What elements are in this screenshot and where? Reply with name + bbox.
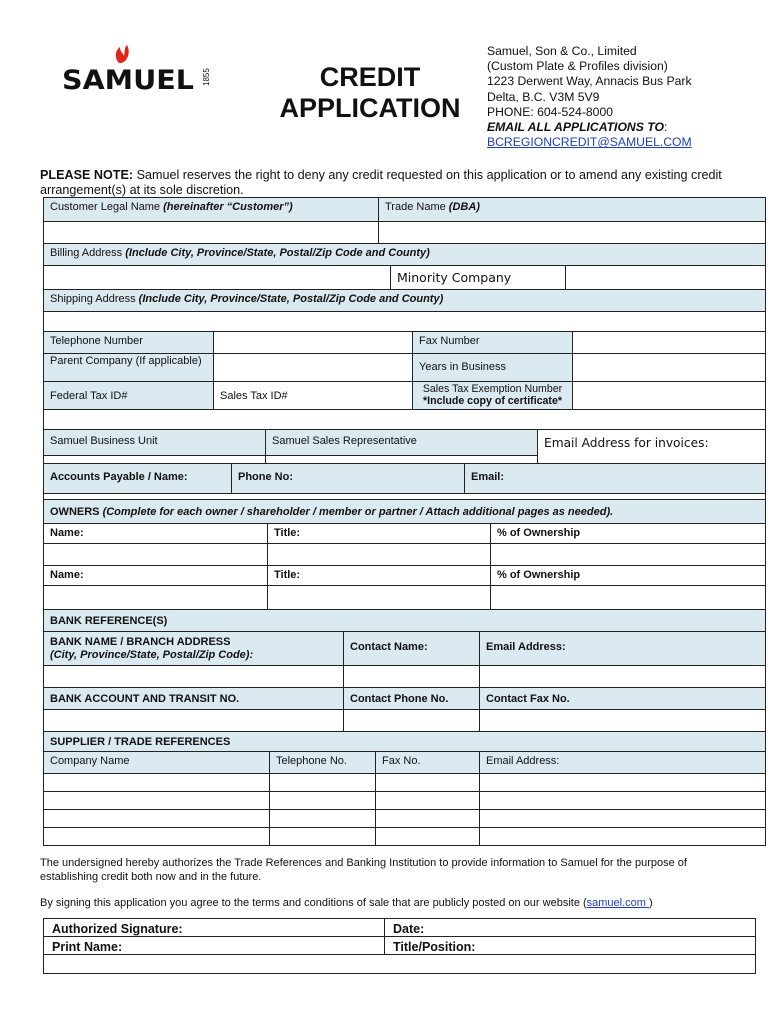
federal-tax-id-label: Federal Tax ID# [43,381,213,409]
customer-legal-name-field[interactable] [43,221,378,243]
email-label: EMAIL ALL APPLICATIONS TO [487,120,664,135]
authorization-text: The undersigned hereby authorizes the Trade References and Banking Institution to provide information to Samuel for the purpose of establishing credit both now and in the future. [40,857,687,883]
email-link[interactable]: BCREGIONCREDIT@SAMUEL.COM [487,135,692,150]
owners-label: OWNERS [50,506,103,518]
owner-name-label: Name: [43,565,267,585]
terms-close: ) [649,897,653,909]
page-title [270,62,470,124]
samuel-logo [62,44,212,96]
parent-company-label: Parent Company (If applicable) [43,353,213,381]
telephone-number-label: Telephone Number [43,331,213,353]
company-line: PHONE: 604-524-8000 [487,104,614,119]
email-colon: : [663,120,668,135]
supplier-fax-field[interactable] [375,773,479,791]
years-in-business-field[interactable] [572,353,766,381]
minority-company-field[interactable] [565,265,766,289]
note-text: Samuel reserves the right to deny any credit requested on this application or to amend any existing credit arrangement(s) at its sole discretion. [40,168,722,197]
email-invoices-label: Email Address for invoices: [537,429,766,481]
supplier-references-heading: SUPPLIER / TRADE REFERENCES [43,731,766,751]
parent-company-field[interactable] [213,353,412,381]
title-line-2: APPLICATION [279,93,461,123]
bank-account-label: BANK ACCOUNT AND TRANSIT NO. [43,687,343,709]
logo-word: SAMUEL [62,65,194,96]
business-unit-label: Samuel Business Unit [43,429,265,455]
owner-pct-label: % of Ownership [490,565,766,585]
supplier-company-field[interactable] [43,773,269,791]
bank-email-label: Email Address: [479,631,766,665]
owner-pct-field[interactable] [490,543,766,565]
fax-number-field[interactable] [572,331,766,353]
shipping-address-label [43,289,766,311]
shipping-address-field[interactable] [43,311,766,331]
print-name-field[interactable]: Print Name: [43,936,385,955]
years-in-business-label: Years in Business [412,353,572,381]
sales-tax-exemption-field[interactable] [572,381,766,409]
company-name-label: Company Name [43,751,269,773]
contact-fax-label: Contact Fax No. [479,687,766,709]
owner-title-label: Title: [267,523,490,543]
minority-company-label: Minority Company [390,265,565,289]
supplier-telephone-field[interactable] [269,791,375,809]
supplier-email-field[interactable] [479,791,766,809]
bank-references-heading: BANK REFERENCE(S) [43,609,766,631]
company-line: Delta, B.C. V3M 5V9 [487,89,600,104]
bank-email-field[interactable] [479,665,766,687]
fax-number-label: Fax Number [412,331,572,353]
telephone-number-field[interactable] [213,331,412,353]
supplier-email-label: Email Address: [479,751,766,773]
owners-heading [43,499,766,523]
owner-name-field[interactable] [43,543,267,565]
owner-title-field[interactable] [267,585,490,609]
company-line: 1223 Derwent Way, Annacis Bus Park [487,74,692,89]
email-label: Email: [464,463,766,493]
owner-pct-field[interactable] [490,585,766,609]
tax-id-field[interactable] [43,409,766,429]
bank-name-field[interactable] [43,665,343,687]
label-em: (City, Province/State, Postal/Zip Code): [50,649,254,661]
company-line: Samuel, Son & Co., Limited [487,44,637,58]
date-field[interactable]: Date: [384,918,756,937]
supplier-email-field[interactable] [479,809,766,827]
supplier-email-field[interactable] [479,773,766,791]
fax-no-label: Fax No. [375,751,479,773]
label-text: Trade Name [385,201,449,213]
supplier-fax-field[interactable] [375,827,479,846]
label-text: Customer Legal Name [50,201,164,213]
owner-name-field[interactable] [43,585,267,609]
company-line: (Custom Plate & Profiles division) [487,59,668,74]
billing-address-label [43,243,766,265]
label-text: Billing Address [50,247,126,259]
flame-icon [116,45,129,63]
supplier-company-field[interactable] [43,827,269,846]
supplier-telephone-field[interactable] [269,773,375,791]
owner-name-label: Name: [43,523,267,543]
owner-title-label: Title: [267,565,490,585]
contact-phone-field[interactable] [343,709,479,731]
owner-pct-label: % of Ownership [490,523,766,543]
phone-no-label: Phone No: [231,463,464,493]
label-em: (DBA) [448,201,480,213]
customer-legal-name-label [43,197,378,221]
bank-name-label [43,631,343,665]
contact-name-field[interactable] [343,665,479,687]
supplier-fax-field[interactable] [375,809,479,827]
sales-rep-label: Samuel Sales Representative [265,429,537,455]
label-em: (hereinafter “Customer”) [163,201,293,213]
terms-text [40,896,740,910]
supplier-company-field[interactable] [43,809,269,827]
signature-block [43,918,756,974]
owner-title-field[interactable] [267,543,490,565]
supplier-email-field[interactable] [479,827,766,846]
label-text: Shipping Address [50,293,139,305]
label-text: Sales Tax Exemption Number [422,383,563,395]
website-link[interactable]: samuel.com [586,897,650,909]
bank-account-field[interactable] [43,709,343,731]
owners-note: (Complete for each owner / shareholder / member or partner / Attach additional pages as needed). [102,506,614,518]
billing-address-field[interactable] [43,265,390,289]
telephone-no-label: Telephone No. [269,751,375,773]
credit-form [43,197,766,846]
terms-body: By signing this application you agree to the terms and conditions of sale that are publicly posted on our website ( [40,897,587,909]
authorized-signature-field[interactable]: Authorized Signature: [43,918,385,937]
title-position-field[interactable]: Title/Position: [384,936,756,955]
contact-name-label: Contact Name: [343,631,479,665]
supplier-fax-field[interactable] [375,791,479,809]
label-em: (Include City, Province/State, Postal/Zip Code and County) [125,247,430,259]
email-instruction [487,120,757,135]
label-text: BANK NAME / BRANCH ADDRESS [50,636,231,648]
please-note [40,168,740,198]
contact-phone-label: Contact Phone No. [343,687,479,709]
accounts-payable-label: Accounts Payable / Name: [43,463,231,493]
include-copy-note: *Include copy of certificate* [423,395,562,407]
logo-year: 1855 [202,68,211,86]
note-lead: PLEASE NOTE: [40,168,134,182]
contact-fax-field[interactable] [479,709,766,731]
company-info [487,44,757,150]
supplier-company-field[interactable] [43,791,269,809]
title-line-1: CREDIT [319,62,421,92]
sales-tax-exemption-label [412,381,572,409]
supplier-telephone-field[interactable] [269,809,375,827]
supplier-telephone-field[interactable] [269,827,375,846]
signature-blank-row[interactable] [43,954,756,974]
label-em: (Include City, Province/State, Postal/Zip Code and County) [138,293,444,305]
trade-name-field[interactable] [378,221,766,243]
sales-tax-id-label: Sales Tax ID# [213,381,412,409]
trade-name-label [378,197,766,221]
